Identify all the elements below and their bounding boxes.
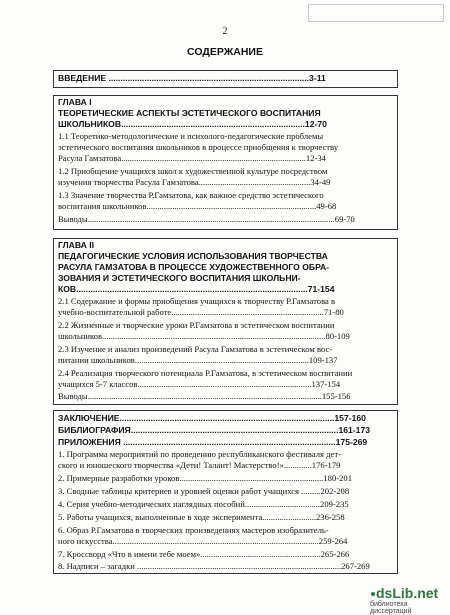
- toc-item: 2.1 Содержание и формы приобщения учащихся к творчеству Р.Гамзатова в: [58, 296, 336, 306]
- chapter2-title-cont: РАСУЛА ГАМЗАТОВА В ПРОЦЕССЕ ХУДОЖЕСТВЕННОГО ОБРА-: [58, 262, 330, 272]
- library-stamp: [308, 4, 444, 22]
- toc-item: 1.2 Приобщение учащихся школ к художественной культуре посредством: [58, 166, 328, 176]
- appendix-item: 1. Программа мероприятий по проведению республиканского фестиваля дет-: [58, 449, 341, 459]
- toc-item: Выводы.............................................................................................................155-156: [58, 391, 351, 401]
- logo-dot-icon: [371, 592, 375, 596]
- appendix-item: 6. Образ Р.Гамзатова в творческих произведениях мастеров изобразитель-: [58, 525, 329, 535]
- appendix-item: 3. Сводные таблицы критериев и уровней оценки работ учащихся .........202-208: [58, 486, 350, 496]
- appendix-item: ского и юношеского творчества «Дети! Талант! Мастерство!».............176-179: [58, 460, 341, 470]
- toc-item: 1.1 Теоретико-методологические и психолого-педагогические проблемы: [58, 131, 324, 141]
- page-number: 2: [222, 26, 228, 37]
- toc-item: 2.2 Жизненные и творческие уроки Р.Гамзатова в эстетическом воспитании: [58, 320, 335, 330]
- toc-item: 2.4 Реализация творческого потенциала Р.Гамзатова, в эстетическом воспитании: [58, 368, 353, 378]
- chapter2-heading: ГЛАВА II: [58, 240, 95, 250]
- chapter2-title-cont: ЗОВАНИЯ И ЭСТЕТИЧЕСКОГО ВОСПИТАНИЯ ШКОЛЬНИ-: [58, 273, 301, 283]
- toc-item: питании школьников.................................................................................109-137: [58, 355, 338, 365]
- toc-item: учебно-воспитательной работе.......................................................................71-80: [58, 307, 344, 317]
- toc-item: учащихся 5-7 классов.................................................................................137-154: [58, 379, 341, 389]
- appendix-item: 4. Серия учебно-методических наглядных пособий...................................209-235: [58, 499, 349, 509]
- page-title: СОДЕРЖАНИЕ: [187, 46, 263, 58]
- toc-bibliography: БИБЛИОГРАФИЯ.......................................................................................161-173: [58, 425, 370, 435]
- chapter2-title-cont: КОВ.................................................................................................71-154: [58, 284, 335, 294]
- chapter1-title: ТЕОРЕТИЧЕСКИЕ АСПЕКТЫ ЭСТЕТИЧЕСКОГО ВОСПИТАНИЯ: [58, 108, 321, 118]
- chapter1-heading: ГЛАВА I: [58, 97, 92, 107]
- appendix-item: 7. Кроссворд «Что в имени тебе моем»........................................................265-266: [58, 549, 350, 559]
- toc-item: изучения творчества Расула Гамзатова....................................................34-49: [58, 177, 331, 187]
- chapter2-title: ПЕДАГОГИЧЕСКИЕ УСЛОВИЯ ИСПОЛЬЗОВАНИЯ ТВОРЧЕСТВА: [58, 251, 328, 261]
- site-watermark[interactable]: [370, 585, 448, 615]
- toc-item: 1.3 Значение творчества Р.Гамзатова, как важное средство эстетического: [58, 190, 324, 200]
- watermark-logo: dsLib.net: [370, 585, 448, 603]
- toc-appendix: ПРИЛОЖЕНИЯ .........................................................................................175-269: [58, 437, 368, 447]
- toc-item: эстетического воспитания школьников в процессе приобщения к творчеству: [58, 142, 339, 152]
- appendix-item: 8. Надписи – загадки ...............................................................................................267-269: [58, 561, 370, 571]
- appendix-item: ного искусства................................................................................................259-264: [58, 536, 348, 546]
- toc-item: Выводы...................................................................................................................69-70: [58, 214, 355, 224]
- toc-item: 2.3 Изучение и анализ произведений Расула Гамзатова в эстетическом вос-: [58, 344, 333, 354]
- toc-intro: ВВЕДЕНИЕ ....................................................................................3-11: [58, 73, 326, 83]
- toc-item: воспитания школьников...............................................................................49-68: [58, 201, 337, 211]
- toc-item: Расула Гамзатова......................................................................................12-34: [58, 153, 326, 163]
- appendix-item: 5. Работы учащихся, выполненные в ходе эксперимента.........................236-258: [58, 512, 345, 522]
- chapter1-title-cont: ШКОЛЬНИКОВ.............................................................................12-70: [58, 119, 327, 129]
- watermark-subtitle: библиотека диссертаций: [370, 601, 412, 615]
- appendix-item: 2. Примерные разработки уроков...................................................................180-201: [58, 473, 353, 483]
- toc-conclusion: ЗАКЛЮЧЕНИЕ..........................................................................................157-160: [58, 413, 366, 423]
- toc-item: школьников........................................................................................................80-109: [58, 331, 350, 341]
